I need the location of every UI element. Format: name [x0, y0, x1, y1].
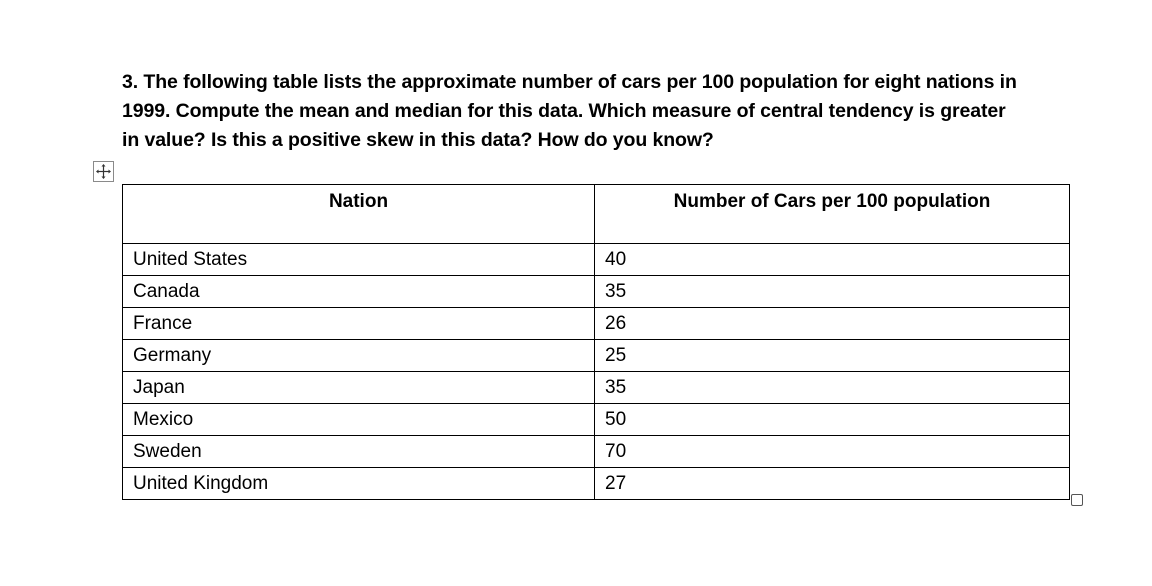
nation-cell: United Kingdom: [123, 468, 595, 500]
table-row: [123, 436, 1070, 468]
nation-cell: United States: [123, 244, 595, 276]
cars-table: [122, 184, 1070, 500]
value-cell: 25: [595, 340, 1070, 372]
value-cell: 27: [595, 468, 1070, 500]
question-text: 3. The following table lists the approximate number of cars per 100 population for eight nations in 1999. Compute the mean and median for this data. Which measure of central tendency is greater in value? Is this a positive skew in this data? How do you know?: [122, 71, 1017, 151]
value-cell: 26: [595, 308, 1070, 340]
table-row: [123, 276, 1070, 308]
nation-cell: Japan: [123, 372, 595, 404]
nation-cell: France: [123, 308, 595, 340]
table-row: [123, 372, 1070, 404]
nation-cell: Sweden: [123, 436, 595, 468]
header-nation: Nation: [123, 185, 595, 244]
value-cell: 35: [595, 372, 1070, 404]
table-move-icon[interactable]: [93, 161, 114, 182]
nation-cell: Canada: [123, 276, 595, 308]
value-cell: 40: [595, 244, 1070, 276]
table-resize-icon[interactable]: [1071, 494, 1083, 506]
value-cell: 70: [595, 436, 1070, 468]
nation-cell: Mexico: [123, 404, 595, 436]
table-row: [123, 468, 1070, 500]
table-row: [123, 244, 1070, 276]
table-row: [123, 308, 1070, 340]
table-row: [123, 404, 1070, 436]
value-cell: 50: [595, 404, 1070, 436]
header-cars: Number of Cars per 100 population: [595, 185, 1070, 244]
table-header-row: [123, 185, 1070, 244]
nation-cell: Germany: [123, 340, 595, 372]
table-row: [123, 340, 1070, 372]
value-cell: 35: [595, 276, 1070, 308]
